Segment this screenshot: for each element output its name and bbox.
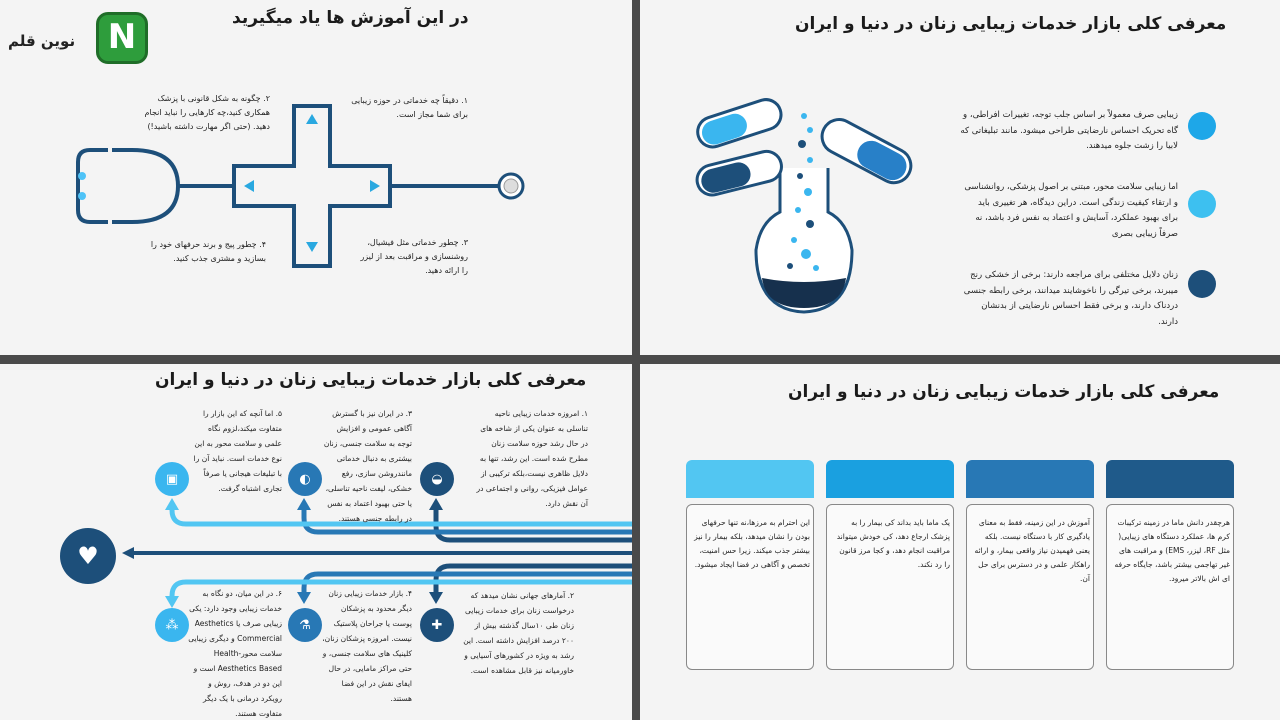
slide-market-overview-2 <box>0 364 632 720</box>
point-bullet-2 <box>1188 190 1216 218</box>
column-header-1 <box>1106 460 1234 498</box>
column-text-2: آموزش در این زمینه، فقط به معنای یادگیری کار با دستگاه نیست. بلکه یعنی فهمیدن نیاز واقعی بیمار، و ارائه راهکار علمی و در دسترس برای حل آن. <box>974 518 1090 583</box>
column-header-4 <box>686 460 814 498</box>
pills-icon: ◐ <box>288 462 322 496</box>
medical-kit-icon: ✚ <box>420 608 454 642</box>
medicine-bottle-icon: ▣ <box>155 462 189 496</box>
slide-title: معرفی کلی بازار خدمات زیبایی زنان در دنیا و ایران <box>795 14 1227 34</box>
market-item-2: ۲. آمارهای جهانی نشان میدهد که درخواست زنان برای خدمات زیبایی زنان طی ۱۰سال گذشته بیش از ۲۰۰ درصد افزایش داشته است. این رشد به ویژه در کشورهای آسیایی و خاورمیانه نیز قابل مشاهده است. <box>463 591 574 675</box>
slide-learning-outcomes <box>0 0 632 355</box>
market-point-3: زنان دلایل مختلفی برای مراجعه دارند: برخی از خشکی رنج میبرند، برخی تیرگی را ناخوشایند میدانند، برخی رابطه جنسی دردناک دارند، و برخی فقط احساس نارضایتی از بدنشان دارند. <box>963 270 1178 327</box>
learning-item-1: ۱. دقیقاً چه خدماتی در حوزه زیبایی برای شما مجاز است. <box>351 96 468 119</box>
heart-pulse-icon: ♥ <box>60 528 116 584</box>
logo-text: نوین قلم <box>8 32 76 50</box>
flask-icon: ⚗ <box>288 608 322 642</box>
market-item-3: ۳. در ایران نیز با گسترش آگاهی عمومی و افزایش توجه به سلامت جنسی، زنان بیشتری به دنبال خدماتی مانندروشن سازی، رفع خشکی، لیفت ناحیه تناسلی، یا حتی بهبود اعتماد به نفس در رابطه جنسی هستند. <box>323 409 412 523</box>
column-text-1: هرچقدر دانش ماما در زمینه ترکیبات کرم ها، عملکرد دستگاه های زیبایی( مثل RF، لیزر، EMS) و مراقبت های غیر تهاجمی بیشتر باشد، جایگاه حرفه ای اش بالاتر میرود. <box>1114 518 1230 583</box>
market-item-6: ۶. در این میان، دو نگاه به خدمات زیبایی وجود دارد: یکی زیبایی صرف یا Aesthetics Commercial و دیگری زیبایی سلامت محورHealth-Aesthetics Based است و این دو در هدف، روش و رویکرد درمانی با یک دیگر متفاوت هستند. <box>188 589 282 718</box>
column-header-2 <box>966 460 1094 498</box>
stethoscope-cross-graphic <box>0 0 632 355</box>
point-bullet-1 <box>1188 112 1216 140</box>
market-item-5: ۵. اما آنچه که این بازار را متفاوت میکند،لزوم نگاه علمی و سلامت محور به این نوع خدمات است. نباید آن را با تبلیغات هیجانی یا صرفاً تجاری اشتباه گرفت. <box>193 409 282 493</box>
logo-badge: N <box>96 12 148 64</box>
market-point-1: زیبایی صرف معمولاً بر اساس جلب توجه، تغییرات افراطی، و گاه تحریک احساس نارضایتی طراحی میشود. مانند تبلیغاتی که لابیا را زشت جلوه میدهند. <box>960 110 1178 151</box>
slide-title: در این آموزش ها یاد میگیرید <box>232 8 469 28</box>
point-bullet-3 <box>1188 270 1216 298</box>
lab-flask-icon <box>690 72 930 322</box>
column-text-3: یک ماما باید بداند کی بیمار را به پزشک ارجاع دهد، کی خودش میتواند مراقبت انجام دهد، و کجا مرز قانون را رد نکند. <box>836 518 950 569</box>
slide-market-overview-3 <box>640 364 1280 720</box>
slide-market-overview-1 <box>640 0 1280 355</box>
market-item-4: ۴. بازار خدمات زیبایی زنان دیگر محدود به پزشکان پوست یا جراحان پلاستیک نیست. امروزه پزشکان زنان، کلینیک های سلامت جنسی، و حتی مراکز مامایی، در حال ایفای نقش در این فضا هستند. <box>322 589 412 703</box>
molecule-icon: ⁂ <box>155 608 189 642</box>
learning-item-4: ۴. چطور پیج و برند حرفهای خود را بسازید و مشتری جذب کنید. <box>150 240 266 263</box>
column-header-3 <box>826 460 954 498</box>
column-text-4: این احترام به مرزها،نه تنها حرفهای بودن را نشان میدهد، بلکه بیمار را نیز بیشتر جذب میکند. زیرا حس امنیت، تخصص و آگاهی در فضا ایجاد میشود. <box>694 518 810 569</box>
market-point-2: اما زیبایی سلامت محور، مبتنی بر اصول پزشکی، روانشناسی و ارتقاء کیفیت زندگی است. دراین دیدگاه، هر تغییری باید برای بهبود عملکرد، آسایش و اعتماد به نفس فرد باشد، نه صرفاً زیبایی بصری <box>964 182 1178 239</box>
market-item-1: ۱. امروزه خدمات زیبایی ناحیه تناسلی به عنوان یکی از شاخه های در حال رشد حوزه سلامت زنان مطرح شده است. این رشد، تنها به دلایل ظاهری نیست،بلکه ترکیبی از عوامل فیزیکی، روانی و اجتماعی در آن نقش دارد. <box>476 409 588 508</box>
slide-title: معرفی کلی بازار خدمات زیبایی زنان در دنیا و ایران <box>155 370 587 390</box>
learning-item-2: ۲. چگونه به شکل قانونی با پزشک همکاری کنید،چه کارهایی را نباید انجام دهید. (حتی اگر مهارت داشته باشید!) <box>144 94 270 131</box>
slide-title: معرفی کلی بازار خدمات زیبایی زنان در دنیا و ایران <box>788 382 1220 402</box>
learning-item-3: ۳. چطور خدماتی مثل فیشیال، روشنسازی و مراقبت بعد از لیزر را ارائه دهید. <box>360 238 468 275</box>
mortar-icon: ◒ <box>420 462 454 496</box>
